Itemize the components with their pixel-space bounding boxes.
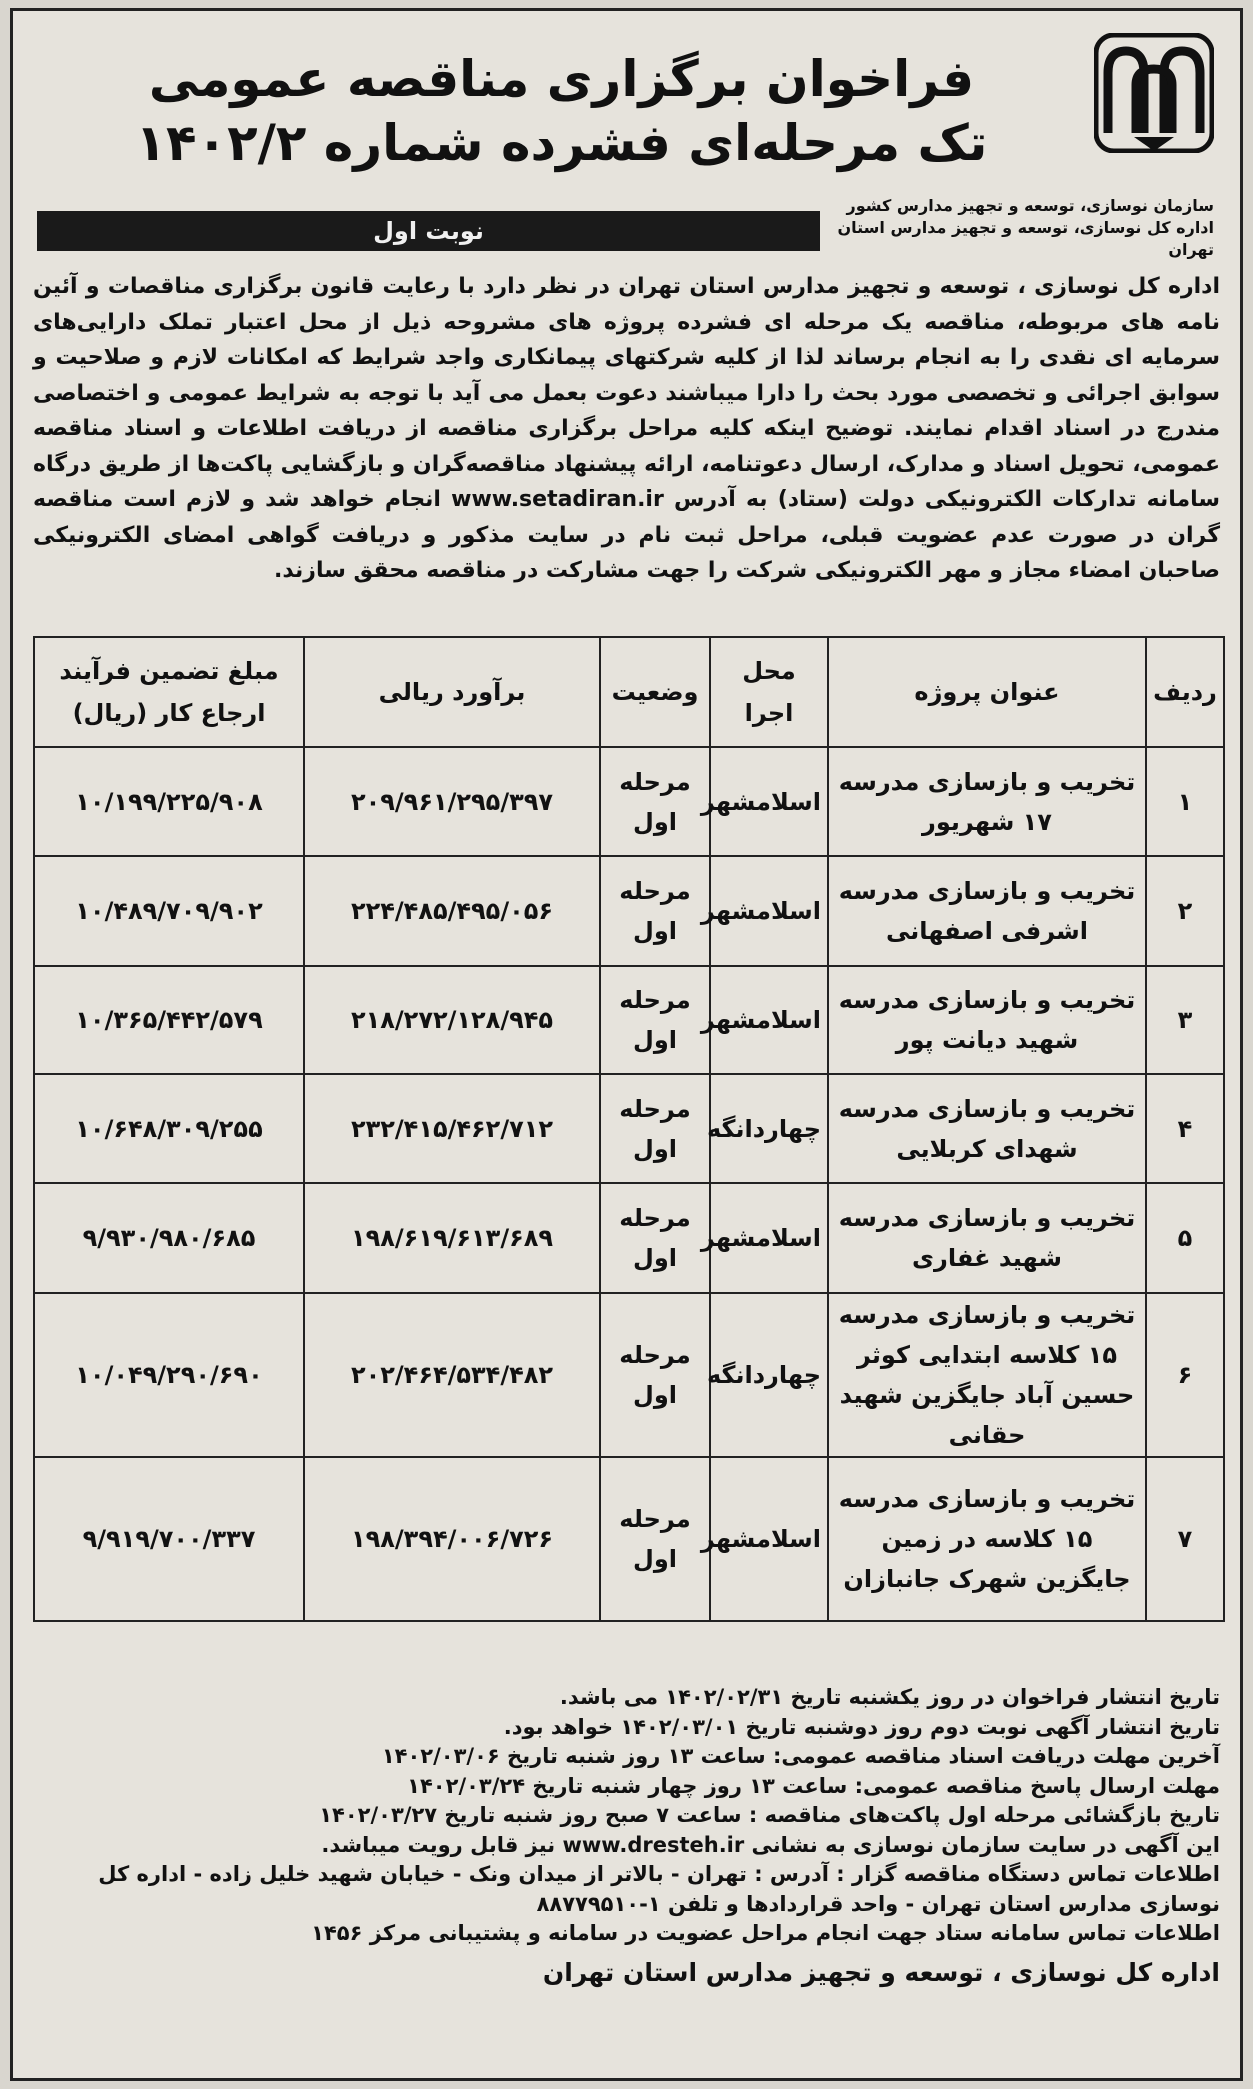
tender-notice <box>10 8 1243 2081</box>
cell-row-number: ۶ <box>1146 1293 1224 1457</box>
cell-estimate: ۲۱۸/۲۷۲/۱۲۸/۹۴۵ <box>304 966 600 1074</box>
table-row <box>34 747 1224 856</box>
cell-project-title: تخریب و بازسازی مدرسه ۱۵ کلاسه ابتدایی کوثر حسین آباد جایگزین شهید حقانی <box>828 1293 1146 1457</box>
cell-location: چهاردانگه <box>710 1293 828 1457</box>
cell-guarantee: ۹/۹۱۹/۷۰۰/۳۳۷ <box>34 1457 304 1621</box>
cell-project-title: تخریب و بازسازی مدرسه شهدای کربلایی <box>828 1074 1146 1183</box>
intro-paragraph: اداره کل نوسازی ، توسعه و تجهیز مدارس استان تهران در نظر دارد با رعایت قانون برگزاری مناقصات و آئین نامه های مربوطه، مناقصه یک مرحله ای فشرده پروژه های مشروحه ذیل از محل اعتبار تملک دارایی‌های سرمایه ای نقدی را به انجام برساند لذا از کلیه شرکتهای پیمانکاری واجد شرایط که امکانات لازم و صلاحیت و سوابق اجرائی و تخصصی مورد بحث را دارا میباشند دعوت بعمل می آید با توجه به شرایط عمومی و اختصاصی مندرج در اسناد اقدام نمایند. توضیح اینکه کلیه مراحل برگزاری مناقصه از دریافت اطلاعات و اسناد مناقصه عمومی، تحویل اسناد و مدارک، ارسال دعوتنامه، ارائه پیشنهاد مناقصه‌گران و بازگشایی پاکت‌ها از طریق درگاه سامانه تدارکات الکترونیکی دولت (ستاد) به آدرس www.setadiran.ir انجام خواهد شد و لازم است مناقصه گران در صورت عدم عضویت قبلی، مراحل ثبت نام در سایت مذکور و دریافت گواهی امضای الکترونیکی صاحبان امضاء مجاز و مهر الکترونیکی شرکت را جهت مشارکت در مناقصه محقق سازند. <box>33 274 1221 583</box>
cell-location: چهاردانگه <box>710 1074 828 1183</box>
projects-table <box>33 636 1225 1622</box>
cell-estimate: ۱۹۸/۶۱۹/۶۱۳/۶۸۹ <box>304 1183 600 1293</box>
cell-project-title: تخریب و بازسازی مدرسه اشرفی اصفهانی <box>828 856 1146 966</box>
organization-name <box>824 195 1214 261</box>
opening-date: تاریخ بازگشائی مرحله اول پاکت‌های مناقصه : ساعت ۷ صبح روز شنبه تاریخ ۱۴۰۲/۰۳/۲۷ <box>319 1803 1220 1827</box>
cell-guarantee: ۱۰/۱۹۹/۲۲۵/۹۰۸ <box>34 747 304 856</box>
cell-estimate: ۲۲۴/۴۸۵/۴۹۵/۰۵۶ <box>304 856 600 966</box>
table-row <box>34 1074 1224 1183</box>
cell-estimate: ۲۰۹/۹۶۱/۲۹۵/۳۹۷ <box>304 747 600 856</box>
cell-status: مرحله اول <box>600 1183 710 1293</box>
cell-status: مرحله اول <box>600 1457 710 1621</box>
cell-location: اسلامشهر <box>710 1457 828 1621</box>
cell-location: اسلامشهر <box>710 747 828 856</box>
header-status: وضعیت <box>600 637 710 747</box>
cell-status: مرحله اول <box>600 1293 710 1457</box>
header-location: محل اجرا <box>710 637 828 747</box>
table-row <box>34 1457 1224 1621</box>
cell-status: مرحله اول <box>600 747 710 856</box>
response-deadline: مهلت ارسال پاسخ مناقصه عمومی: ساعت ۱۳ روز چهار شنبه تاریخ ۱۴۰۲/۰۳/۲۴ <box>407 1773 1220 1798</box>
header-row-number: ردیف <box>1146 637 1224 747</box>
cell-row-number: ۱ <box>1146 747 1224 856</box>
cell-project-title: تخریب و بازسازی مدرسه ۱۷ شهریور <box>828 747 1146 856</box>
setad-support-info: اطلاعات تماس سامانه ستاد جهت انجام مراحل عضویت در سامانه و پشتیبانی مرکز ۱۴۵۶ <box>311 1921 1220 1945</box>
org-line-1: سازمان نوسازی، توسعه و تجهیز مدارس کشور <box>846 196 1214 215</box>
cell-row-number: ۲ <box>1146 856 1224 966</box>
cell-project-title: تخریب و بازسازی مدرسه شهید دیانت پور <box>828 966 1146 1074</box>
header-guarantee: مبلغ تضمین فرآیند ارجاع کار (ریال) <box>34 637 304 747</box>
header-estimate: برآورد ریالی <box>304 637 600 747</box>
cell-status: مرحله اول <box>600 856 710 966</box>
notice-title <box>53 47 1070 175</box>
cell-guarantee: ۱۰/۰۴۹/۲۹۰/۶۹۰ <box>34 1293 304 1457</box>
turn-label: نوبت اول <box>37 211 820 251</box>
header-project-title: عنوان پروژه <box>828 637 1146 747</box>
second-publish-date: تاریخ انتشار آگهی نوبت دوم روز دوشنبه تاریخ ۱۴۰۲/۰۳/۰۱ خواهد بود. <box>503 1714 1220 1739</box>
cell-location: اسلامشهر <box>710 856 828 966</box>
document-deadline: آخرین مهلت دریافت اسناد مناقصه عمومی: ساعت ۱۳ روز شنبه تاریخ ۱۴۰۲/۰۳/۰۶ <box>381 1744 1220 1768</box>
cell-status: مرحله اول <box>600 966 710 1074</box>
cell-location: اسلامشهر <box>710 1183 828 1293</box>
cell-guarantee: ۹/۹۳۰/۹۸۰/۶۸۵ <box>34 1183 304 1293</box>
cell-project-title: تخریب و بازسازی مدرسه ۱۵ کلاسه در زمین جایگزین شهرک جانبازان <box>828 1457 1146 1621</box>
cell-row-number: ۴ <box>1146 1074 1224 1183</box>
publish-date: تاریخ انتشار فراخوان در روز یکشنبه تاریخ ۱۴۰۲/۰۲/۳۱ می باشد. <box>559 1685 1220 1709</box>
website-note: این آگهی در سایت سازمان نوسازی به نشانی www.dresteh.ir نیز قابل رویت میباشد. <box>321 1832 1220 1857</box>
table-row <box>34 856 1224 966</box>
cell-guarantee: ۱۰/۳۶۵/۴۴۲/۵۷۹ <box>34 966 304 1074</box>
cell-row-number: ۷ <box>1146 1457 1224 1621</box>
cell-estimate: ۲۳۲/۴۱۵/۴۶۲/۷۱۲ <box>304 1074 600 1183</box>
cell-guarantee: ۱۰/۴۸۹/۷۰۹/۹۰۲ <box>34 856 304 966</box>
cell-row-number: ۵ <box>1146 1183 1224 1293</box>
cell-row-number: ۳ <box>1146 966 1224 1074</box>
org-line-2: اداره کل نوسازی، توسعه و تجهیز مدارس استان تهران <box>837 218 1214 259</box>
cell-guarantee: ۱۰/۶۴۸/۳۰۹/۲۵۵ <box>34 1074 304 1183</box>
contact-info: اطلاعات تماس دستگاه مناقصه گزار : آدرس : تهران - بالاتر از میدان ونک - خیابان شهید خلیل زاده - اداره کل نوسازی مدارس استان تهران - واحد قراردادها و تلفن ۱-۸۸۷۷۹۵۱۰ <box>98 1862 1220 1916</box>
cell-estimate: ۲۰۲/۴۶۴/۵۳۴/۴۸۲ <box>304 1293 600 1457</box>
cell-location: اسلامشهر <box>710 966 828 1074</box>
cell-estimate: ۱۹۸/۳۹۴/۰۰۶/۷۲۶ <box>304 1457 600 1621</box>
table-row <box>34 966 1224 1074</box>
title-line-2: تک مرحله‌ای فشرده شماره ۱۴۰۲/۲ <box>135 114 988 172</box>
cell-project-title: تخریب و بازسازی مدرسه شهید غفاری <box>828 1183 1146 1293</box>
signature: اداره کل نوسازی ، توسعه و تجهیز مدارس استان تهران <box>542 1957 1220 1987</box>
title-line-1: فراخوان برگزاری مناقصه عمومی <box>148 50 975 108</box>
notice-footer <box>33 1683 1220 1993</box>
table-row <box>34 1293 1224 1457</box>
table-header-row <box>34 637 1224 747</box>
table-row <box>34 1183 1224 1293</box>
cell-status: مرحله اول <box>600 1074 710 1183</box>
school-renovation-logo-icon <box>1094 33 1214 153</box>
